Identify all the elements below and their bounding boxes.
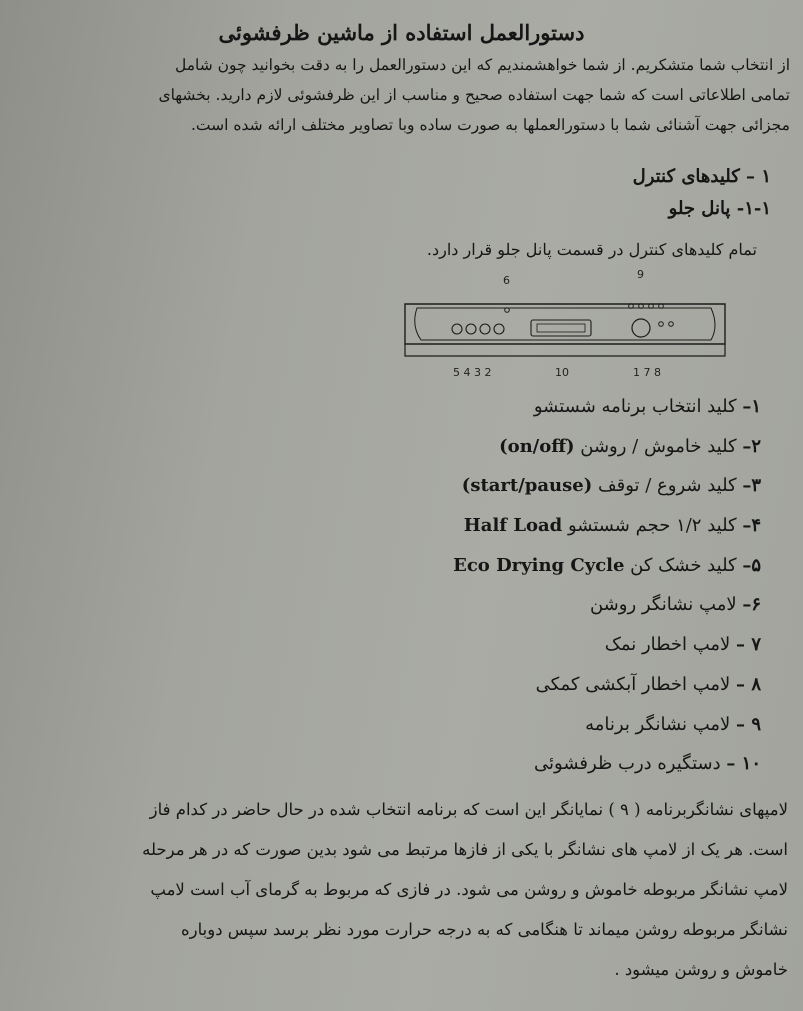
list-item: ۷ – لامپ اخطار نمک — [604, 634, 761, 656]
section-heading-controls: ۱ – کلیدهای کنترل — [632, 166, 771, 187]
paragraph-line: نشانگر مربوطه روشن میماند تا هنگامی که به درجه حرارت مورد نظر برسد سپس دوباره — [181, 920, 788, 939]
subsection-heading-front-panel: ۱-۱- پانل جلو — [668, 198, 771, 219]
list-item: ۱۰ – دستگیره درب ظرفشوئی — [534, 753, 761, 775]
program-lamps-paragraph — [100, 790, 788, 990]
paragraph-line: است. هر یک از لامپ های نشانگر با یکی از فازها مرتبط می شود بدین صورت که در هر مرحله — [142, 840, 788, 859]
paragraph-line: لامپهای نشانگربرنامه ( ۹ ) نمایانگر این است که برنامه انتخاب شده در حال حاضر در کدام فاز — [149, 800, 788, 819]
page-title: دستورالعمل استفاده از ماشین ظرفشوئی — [218, 20, 585, 45]
program-knob — [632, 319, 650, 337]
list-item: ۶– لامپ نشانگر روشن — [589, 594, 761, 616]
list-item: ۳– کلید شروع / توقف (start/pause) — [461, 475, 761, 497]
paragraph-line: خاموش و روشن میشود . — [614, 960, 788, 979]
list-item: ۱– کلید انتخاب برنامه شستشو — [533, 396, 761, 417]
button-2 — [494, 324, 504, 334]
button-4 — [466, 324, 476, 334]
panel-note: تمام کلیدهای کنترل در قسمت پانل جلو قرار دارد. — [426, 240, 757, 259]
intro-line: از انتخاب شما متشکریم. از شما خواهشمندیم که این دستورالعمل را به دقت بخوانید چون شامل — [174, 56, 790, 74]
lamp-8 — [669, 322, 674, 327]
front-panel-diagram — [395, 268, 735, 378]
label-9: 9 — [637, 268, 644, 281]
list-item: ۸ – لامپ اخطار آبکشی کمکی — [535, 673, 761, 695]
label-buttons: 5 4 3 2 — [453, 366, 492, 378]
button-5 — [452, 324, 462, 334]
intro-paragraph — [150, 50, 790, 140]
intro-line: مجزائی جهت آشنائی شما با دستورالعملها به صورت ساده وبا تصاویر مختلف ارائه شده است. — [190, 116, 790, 134]
label-handle: 10 — [555, 366, 569, 378]
label-knob-lamps: 1 7 8 — [633, 366, 661, 378]
list-item: ۹ – لامپ نشانگر برنامه — [585, 713, 761, 735]
list-item: ۴– کلید ۱/۲ حجم شستشو Half Load — [463, 515, 761, 537]
intro-line: تمامی اطلاعاتی است که شما جهت استفاده صحیح و مناسب از این ظرفشوئی لازم دارید. بخشهای — [158, 86, 790, 104]
list-item: ۲– کلید خاموش / روشن (on/off) — [499, 435, 761, 457]
list-item: ۵– کلید خشک کن Eco Drying Cycle — [453, 554, 761, 576]
paragraph-line: لامپ نشانگر مربوطه خاموش و روشن می شود. در فازی که مربوط به گرمای آب است لامپ — [150, 880, 788, 899]
door-handle — [531, 320, 591, 336]
label-6: 6 — [503, 274, 510, 287]
lamp-7 — [659, 322, 664, 327]
controls-list — [341, 388, 761, 785]
button-3 — [480, 324, 490, 334]
